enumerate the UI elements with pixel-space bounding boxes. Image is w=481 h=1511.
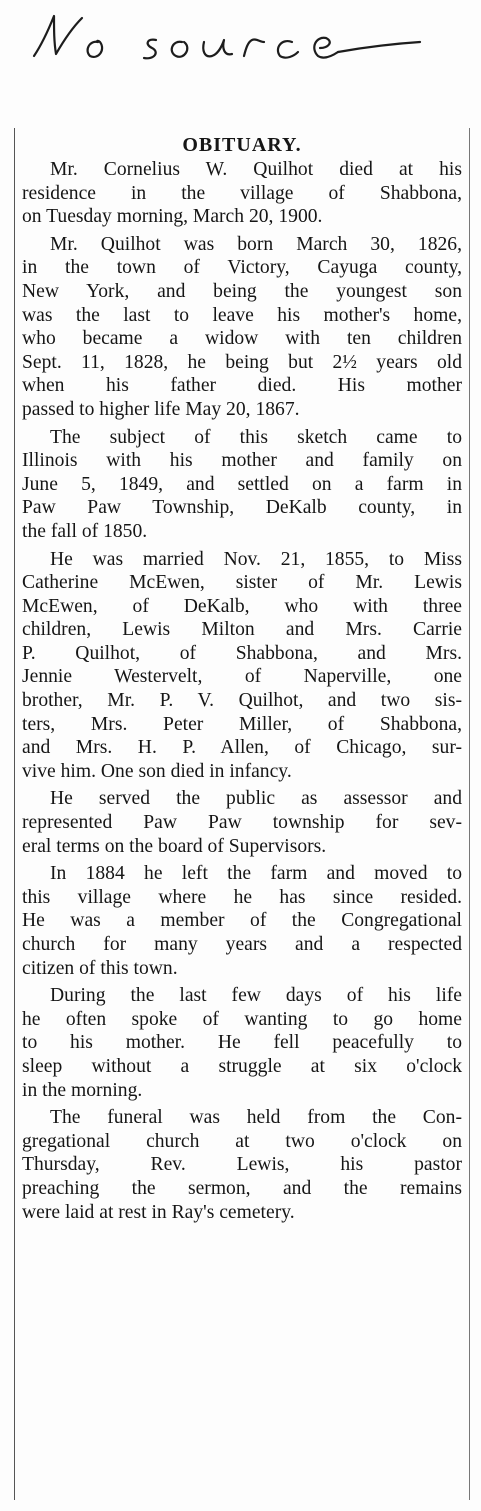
text-line: He was a member of the Congregational <box>22 910 462 932</box>
article-heading: OBITUARY. <box>182 134 302 156</box>
text-line: New York, and being the youngest son <box>22 280 462 302</box>
text-line: Catherine McEwen, sister of Mr. Lewis <box>22 572 462 594</box>
paragraph-8 <box>22 1106 462 1224</box>
text-line: in the morning. <box>22 1079 143 1101</box>
text-line: Thursday, Rev. Lewis, his pastor <box>22 1154 462 1176</box>
handwritten-note <box>20 4 460 74</box>
obituary-article <box>22 134 462 1228</box>
text-line: Jennie Westervelt, of Naperville, one <box>22 666 462 688</box>
text-line: in the town of Victory, Cayuga county, <box>22 257 462 279</box>
text-line: Sept. 11, 1828, he being but 2½ years old <box>22 351 462 373</box>
text-line: preaching the sermon, and the remains <box>22 1177 462 1199</box>
text-line: ters, Mrs. Peter Miller, of Shabbona, <box>22 713 462 735</box>
text-line: represented Paw Paw township for sev- <box>22 812 462 834</box>
text-line: residence in the village of Shabbona, <box>22 182 462 204</box>
paragraph-2 <box>22 233 462 422</box>
text-line: was the last to leave his mother's home, <box>22 304 462 326</box>
text-line: P. Quilhot, of Shabbona, and Mrs. <box>22 642 462 664</box>
text-line: Mr. Cornelius W. Quilhot died at his <box>50 159 462 180</box>
text-line: Mr. Quilhot was born March 30, 1826, <box>50 233 462 255</box>
paragraph-3 <box>22 426 462 544</box>
text-line: this village where he has since resided. <box>22 886 462 908</box>
text-line: McEwen, of DeKalb, who with three <box>22 595 462 617</box>
text-line: Paw Paw Township, DeKalb county, in <box>22 497 462 519</box>
text-line: gregational church at two o'clock on <box>22 1130 462 1152</box>
text-line: In 1884 he left the farm and moved to <box>50 863 462 885</box>
text-line: children, Lewis Milton and Mrs. Carrie <box>22 619 462 641</box>
text-line: were laid at rest in Ray's cemetery. <box>22 1201 295 1223</box>
text-line: church for many years and a respected <box>22 934 462 955</box>
text-line: The subject of this sketch came to <box>50 426 462 448</box>
text-line: the fall of 1850. <box>22 520 148 542</box>
text-line: eral terms on the board of Supervisors. <box>22 835 327 857</box>
handwritten-note-drawing <box>20 4 460 74</box>
text-line: vive him. One son died in infancy. <box>22 760 292 782</box>
paragraph-4 <box>22 548 462 784</box>
text-line: sleep without a struggle at six o'clock <box>22 1055 462 1077</box>
text-line: citizen of this town. <box>22 957 178 979</box>
text-line: June 5, 1849, and settled on a farm in <box>22 473 462 495</box>
text-line: and Mrs. H. P. Allen, of Chicago, sur- <box>22 737 462 759</box>
text-line: who became a widow with ten children <box>22 328 462 350</box>
text-line: The funeral was held from the Con- <box>50 1107 462 1129</box>
text-line: He was married Nov. 21, 1855, to Miss <box>50 548 462 570</box>
text-line: brother, Mr. P. V. Quilhot, and two sis- <box>22 690 462 712</box>
text-line: he often spoke of wanting to go home <box>22 1008 462 1030</box>
text-line: to his mother. He fell peacefully to <box>22 1032 462 1054</box>
paragraph-5 <box>22 787 462 858</box>
text-line: He served the public as assessor and <box>50 788 462 810</box>
text-line: on Tuesday morning, March 20, 1900. <box>22 206 323 228</box>
paragraph-6 <box>22 862 462 980</box>
text-line: when his father died. His mother <box>22 375 462 397</box>
paragraph-7 <box>22 984 462 1102</box>
text-line: Illinois with his mother and family on <box>22 450 462 472</box>
text-line: passed to higher life May 20, 1867. <box>22 398 300 420</box>
text-line: During the last few days of his life <box>50 985 462 1007</box>
paragraph-1 <box>22 158 462 229</box>
